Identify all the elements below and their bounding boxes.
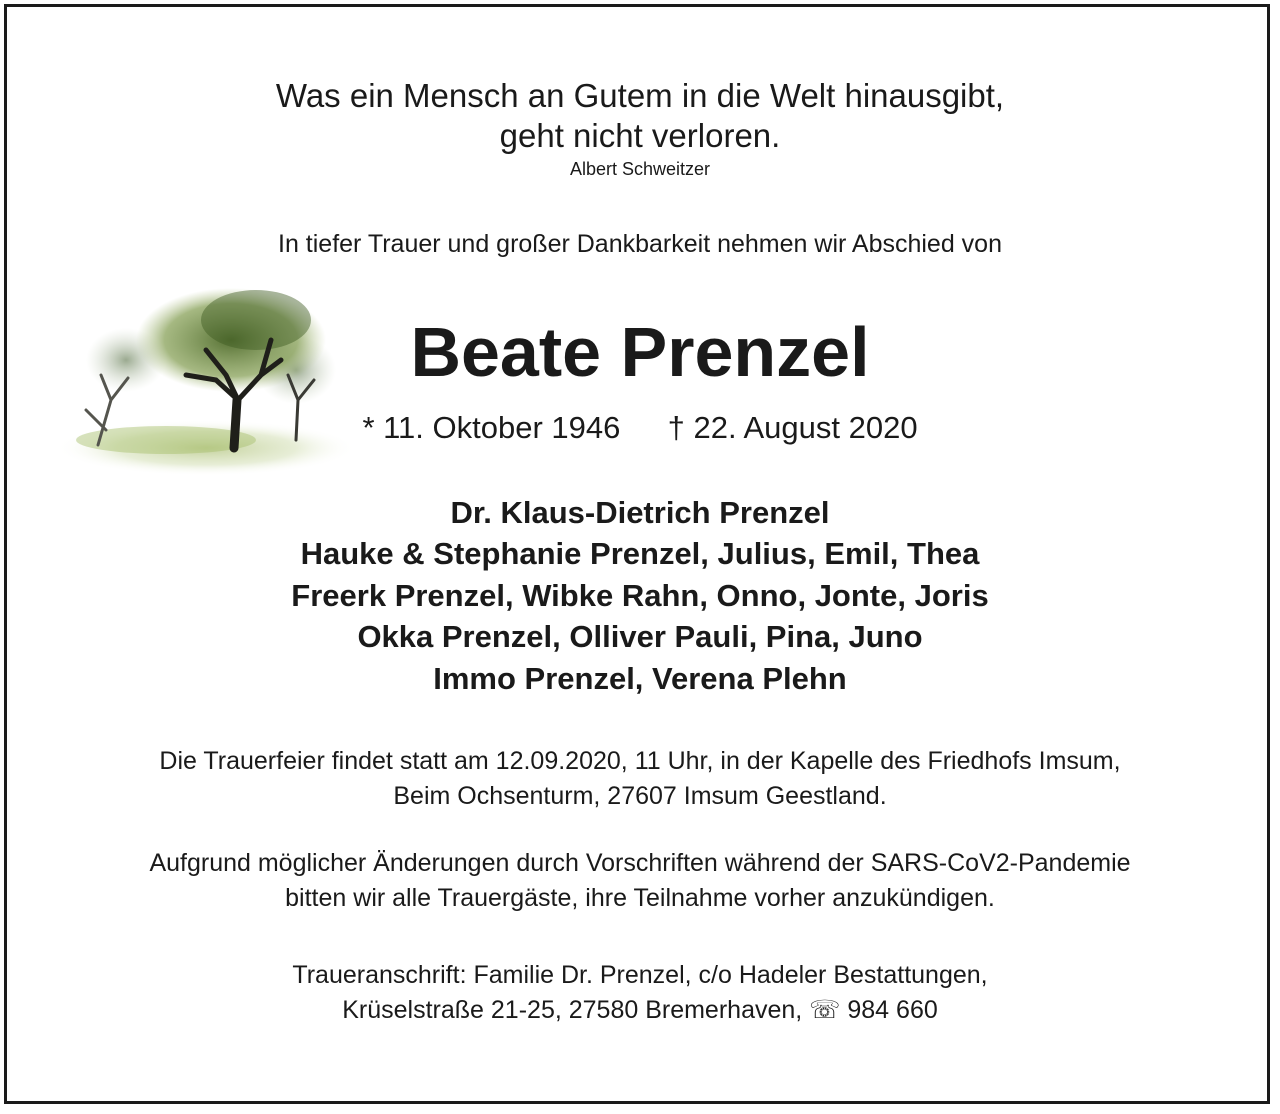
ceremony-line-2: Beim Ochsenturm, 27607 Imsum Geestland. xyxy=(393,782,887,810)
birth-date: * 11. Oktober 1946 xyxy=(362,410,621,445)
intro-text: In tiefer Trauer und großer Dankbarkeit nehmen wir Abschied von xyxy=(278,230,1002,258)
quote-line-1: Was ein Mensch an Gutem in die Welt hinausgibt, xyxy=(275,77,1005,114)
address-line-2: Krüselstraße 21-25, 27580 Bremerhaven, ☏ 984 660 xyxy=(342,996,938,1024)
family-member: Immo Prenzel, Verena Plehn xyxy=(433,661,847,696)
family-member: Dr. Klaus-Dietrich Prenzel xyxy=(450,495,830,530)
quote-author: Albert Schweitzer xyxy=(569,159,711,179)
notice-line-1: Aufgrund möglicher Änderungen durch Vorschriften während der SARS-CoV2-Pandemie xyxy=(149,849,1131,877)
notice-line-2: bitten wir alle Trauergäste, ihre Teilnahme vorher anzukündigen. xyxy=(285,884,995,912)
family-member: Hauke & Stephanie Prenzel, Julius, Emil, Thea xyxy=(300,536,980,571)
death-date: † 22. August 2020 xyxy=(667,410,918,445)
family-member: Freerk Prenzel, Wibke Rahn, Onno, Jonte, Joris xyxy=(291,578,989,613)
ceremony-line-1: Die Trauerfeier findet statt am 12.09.2020, 11 Uhr, in der Kapelle des Friedhofs Imsum, xyxy=(159,747,1121,775)
quote-line-2: geht nicht verloren. xyxy=(499,117,781,154)
deceased-name: Beate Prenzel xyxy=(410,313,870,391)
life-dates xyxy=(0,410,1280,446)
family-member: Okka Prenzel, Olliver Pauli, Pina, Juno xyxy=(357,619,923,654)
address-line-1: Traueranschrift: Familie Dr. Prenzel, c/o Hadeler Bestattungen, xyxy=(292,961,988,989)
